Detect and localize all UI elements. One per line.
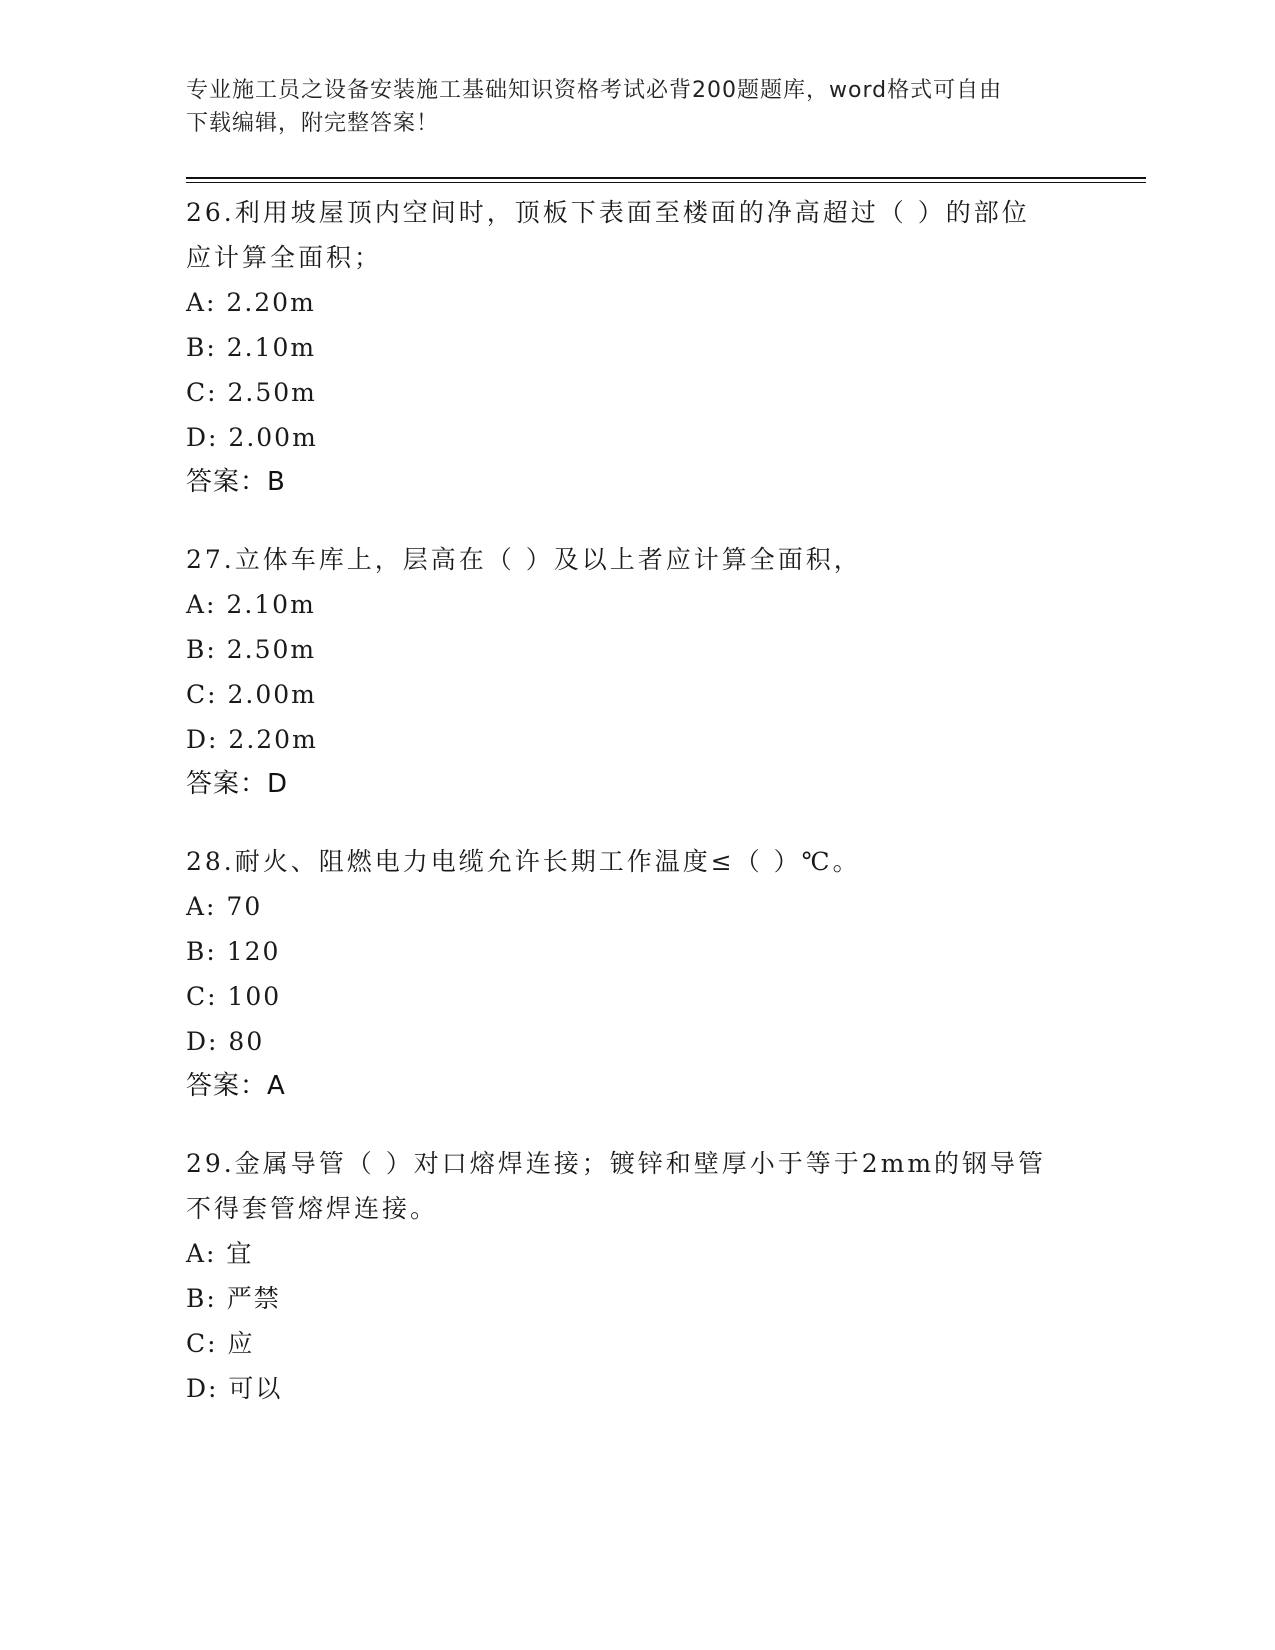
question-29: [186, 1141, 1066, 1411]
option-c: C: 应: [186, 1329, 255, 1358]
option-d: D: 2.00m: [186, 423, 318, 452]
option-c: C: 2.50m: [186, 378, 317, 407]
option-d: D: 可以: [186, 1374, 283, 1403]
option-b: B: 2.10m: [186, 333, 317, 362]
option-c: C: 100: [186, 982, 282, 1011]
header-line-1: 专业施工员之设备安装施工基础知识资格考试必背200题题库，word格式可自由: [186, 78, 1003, 103]
question-28: [186, 839, 1066, 1109]
question-26: [186, 190, 1066, 505]
header-line-2: 下载编辑，附完整答案！: [186, 111, 440, 136]
document-header: [186, 74, 1066, 140]
header-divider-thin: [186, 182, 1146, 183]
question-27: [186, 537, 1066, 807]
option-a: A: 70: [186, 892, 263, 921]
answer-line: 答案：D: [186, 769, 289, 799]
option-d: D: 80: [186, 1027, 265, 1056]
question-stem: 26.利用坡屋顶内空间时，顶板下表面至楼面的净高超过（ ）的部位: [186, 198, 1030, 227]
question-stem: 28.耐火、阻燃电力电缆允许长期工作温度≤（ ）℃。: [186, 847, 861, 876]
option-b: B: 120: [186, 937, 281, 966]
question-stem-continued: 不得套管熔焊连接。: [186, 1194, 439, 1223]
option-a: A: 宜: [186, 1239, 254, 1268]
answer-line: 答案：B: [186, 467, 286, 497]
question-list: [186, 190, 1066, 1443]
option-d: D: 2.20m: [186, 725, 318, 754]
option-b: B: 2.50m: [186, 635, 317, 664]
option-c: C: 2.00m: [186, 680, 317, 709]
header-divider-thick: [186, 177, 1146, 179]
question-stem: 27.立体车库上，层高在（ ）及以上者应计算全面积，: [186, 545, 862, 574]
answer-line: 答案：A: [186, 1071, 286, 1101]
question-stem: 29.金属导管（ ）对口熔焊连接；镀锌和壁厚小于等于2mm的钢导管: [186, 1149, 1047, 1178]
option-b: B: 严禁: [186, 1284, 281, 1313]
option-a: A: 2.20m: [186, 288, 316, 317]
question-stem-continued: 应计算全面积；: [186, 243, 383, 272]
option-a: A: 2.10m: [186, 590, 316, 619]
